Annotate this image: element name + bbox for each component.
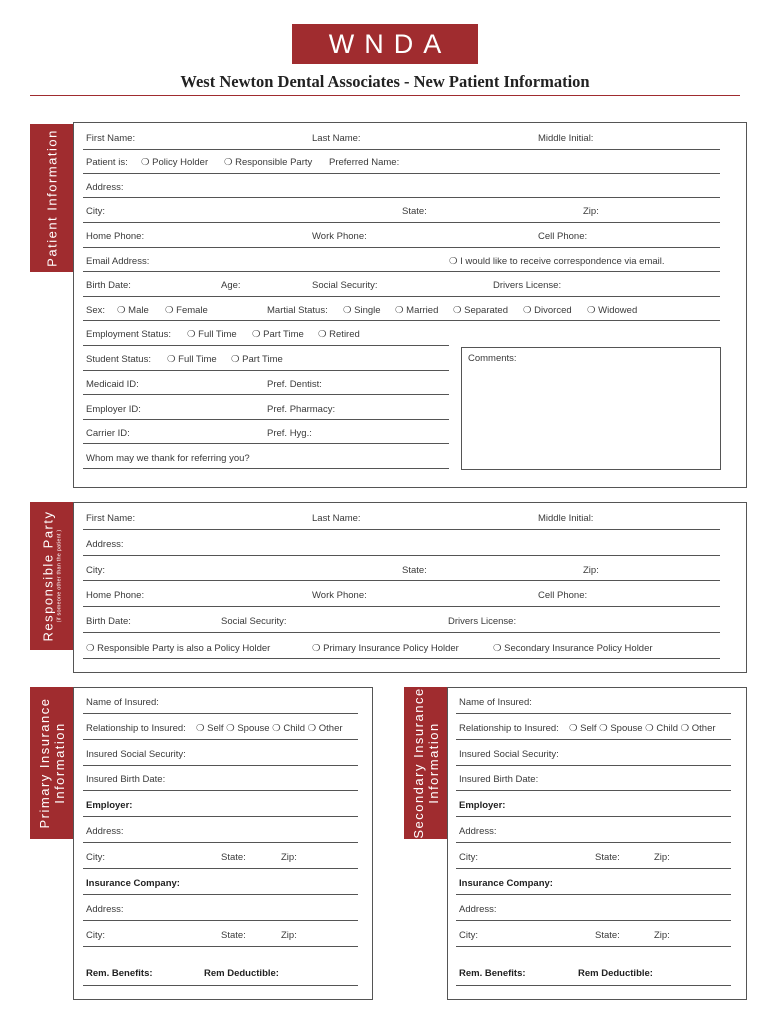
rp-social-security-field[interactable]: Social Security:	[221, 616, 287, 627]
primary-insurance-tab-label: Primary Insurance	[36, 697, 52, 829]
row-line	[456, 894, 731, 895]
carrier-id-field[interactable]: Carrier ID:	[86, 428, 130, 439]
row-line	[83, 247, 720, 248]
p-employer-field[interactable]: Employer:	[86, 800, 133, 811]
pref-hyg-field[interactable]: Pref. Hyg.:	[267, 428, 312, 439]
row-line	[83, 868, 358, 869]
rp-first-name-field[interactable]: First Name:	[86, 513, 136, 524]
row-line	[83, 632, 720, 633]
s-employer-field[interactable]: Employer:	[459, 800, 506, 811]
row-line	[456, 790, 731, 791]
s-insured-birth-field[interactable]: Insured Birth Date:	[459, 774, 539, 785]
row-line	[83, 197, 720, 198]
s-relationship-label: Relationship to Insured:	[459, 723, 559, 734]
employment-part-time-radio[interactable]: ❍ Part Time	[252, 329, 304, 340]
s-relationship-radios[interactable]: ❍ Self ❍ Spouse ❍ Child ❍ Other	[569, 723, 716, 734]
rp-policy-holder-checkbox[interactable]: ❍ Responsible Party is also a Policy Holder	[86, 643, 271, 654]
rp-birth-date-field[interactable]: Birth Date:	[86, 616, 131, 627]
rp-address-field[interactable]: Address:	[86, 539, 124, 550]
row-line	[456, 985, 731, 986]
responsible-party-tab-label: Responsible Party	[40, 510, 55, 642]
marital-divorced-radio[interactable]: ❍ Divorced	[523, 305, 572, 316]
s-state-field[interactable]: State:	[595, 852, 620, 863]
wnda-logo: WNDA	[292, 24, 478, 64]
row-line	[83, 296, 720, 297]
employment-retired-radio[interactable]: ❍ Retired	[318, 329, 360, 340]
patient-last-name-field[interactable]: Last Name:	[312, 133, 361, 144]
s-zip-field[interactable]: Zip:	[654, 852, 670, 863]
row-line	[456, 765, 731, 766]
rp-cell-phone-field[interactable]: Cell Phone:	[538, 590, 588, 601]
p-company-address-field[interactable]: Address:	[86, 904, 124, 915]
responsible-party-tab	[30, 502, 73, 650]
p-zip-field[interactable]: Zip:	[281, 852, 297, 863]
rp-secondary-holder-checkbox[interactable]: ❍ Secondary Insurance Policy Holder	[493, 643, 653, 654]
row-line	[83, 920, 358, 921]
p-relationship-radios[interactable]: ❍ Self ❍ Spouse ❍ Child ❍ Other	[196, 723, 343, 734]
medicaid-id-field[interactable]: Medicaid ID:	[86, 379, 139, 390]
s-insured-ss-field[interactable]: Insured Social Security:	[459, 749, 559, 760]
referral-field[interactable]: Whom may we thank for referring you?	[86, 453, 250, 464]
patient-email-field[interactable]: Email Address:	[86, 256, 150, 267]
rp-zip-field[interactable]: Zip:	[583, 565, 599, 576]
patient-cell-phone-field[interactable]: Cell Phone:	[538, 231, 588, 242]
row-line	[83, 394, 449, 395]
p-rem-benefits-field[interactable]: Rem. Benefits:	[86, 968, 153, 979]
secondary-insurance-tab	[404, 687, 447, 839]
patient-home-phone-field[interactable]: Home Phone:	[86, 231, 145, 242]
sex-female-radio[interactable]: ❍ Female	[165, 305, 208, 316]
patient-middle-initial-field[interactable]: Middle Initial:	[538, 133, 594, 144]
policy-holder-radio[interactable]: ❍ Policy Holder	[141, 157, 209, 168]
p-insured-ss-field[interactable]: Insured Social Security:	[86, 749, 186, 760]
rp-state-field[interactable]: State:	[402, 565, 427, 576]
rp-middle-initial-field[interactable]: Middle Initial:	[538, 513, 594, 524]
responsible-party-tab-note: (if someone other than the patient )	[56, 529, 62, 623]
comments-label: Comments:	[468, 353, 517, 364]
s-company-city-field[interactable]: City:	[459, 930, 478, 941]
row-line	[456, 920, 731, 921]
row-line	[83, 345, 449, 346]
sex-male-radio[interactable]: ❍ Male	[117, 305, 149, 316]
s-company-address-field[interactable]: Address:	[459, 904, 497, 915]
marital-status-label: Martial Status:	[267, 305, 328, 316]
row-line	[83, 222, 720, 223]
p-company-zip-field[interactable]: Zip:	[281, 930, 297, 941]
student-full-time-radio[interactable]: ❍ Full Time	[167, 354, 217, 365]
p-company-city-field[interactable]: City:	[86, 930, 105, 941]
employment-full-time-radio[interactable]: ❍ Full Time	[187, 329, 237, 340]
p-state-field[interactable]: State:	[221, 852, 246, 863]
marital-separated-radio[interactable]: ❍ Separated	[453, 305, 508, 316]
s-rem-deductible-field[interactable]: Rem Deductible:	[578, 968, 653, 979]
title-divider	[30, 95, 740, 96]
patient-information-tab-label: Patient Information	[44, 129, 59, 267]
rp-work-phone-field[interactable]: Work Phone:	[312, 590, 367, 601]
p-city-field[interactable]: City:	[86, 852, 105, 863]
primary-insurance-tab-label-2: Information	[51, 722, 67, 804]
patient-first-name-field[interactable]: First Name:	[86, 133, 136, 144]
patient-is-label: Patient is:	[86, 157, 128, 168]
student-part-time-radio[interactable]: ❍ Part Time	[231, 354, 283, 365]
p-rem-deductible-field[interactable]: Rem Deductible:	[204, 968, 279, 979]
s-insurance-company-field[interactable]: Insurance Company:	[459, 878, 553, 889]
row-line	[83, 580, 720, 581]
row-line	[83, 842, 358, 843]
rp-home-phone-field[interactable]: Home Phone:	[86, 590, 145, 601]
p-name-of-insured-field[interactable]: Name of Insured:	[86, 697, 159, 708]
row-line	[83, 739, 358, 740]
patient-drivers-license-field[interactable]: Drivers License:	[493, 280, 562, 291]
primary-insurance-tab	[30, 687, 73, 839]
row-line	[83, 529, 720, 530]
marital-single-radio[interactable]: ❍ Single	[343, 305, 381, 316]
s-city-field[interactable]: City:	[459, 852, 478, 863]
sex-label: Sex:	[86, 305, 106, 316]
responsible-party-radio[interactable]: ❍ Responsible Party	[224, 157, 313, 168]
patient-age-field[interactable]: Age:	[221, 280, 241, 291]
patient-work-phone-field[interactable]: Work Phone:	[312, 231, 367, 242]
row-line	[83, 468, 449, 469]
row-line	[456, 946, 731, 947]
row-line	[456, 842, 731, 843]
secondary-insurance-tab-label: Secondary Insurance	[410, 687, 426, 839]
p-company-state-field[interactable]: State:	[221, 930, 246, 941]
patient-state-field[interactable]: State:	[402, 206, 427, 217]
rp-primary-holder-checkbox[interactable]: ❍ Primary Insurance Policy Holder	[312, 643, 459, 654]
row-line	[83, 765, 358, 766]
row-line	[456, 816, 731, 817]
s-company-state-field[interactable]: State:	[595, 930, 620, 941]
p-address-field[interactable]: Address:	[86, 826, 124, 837]
student-status-label: Student Status:	[86, 354, 151, 365]
patient-social-security-field[interactable]: Social Security:	[312, 280, 378, 291]
employment-status-label: Employment Status:	[86, 329, 172, 340]
patient-address-field[interactable]: Address:	[86, 182, 124, 193]
employer-id-field[interactable]: Employer ID:	[86, 404, 141, 415]
row-line	[83, 894, 358, 895]
email-correspondence-checkbox[interactable]: ❍ I would like to receive correspondence via email.	[449, 256, 665, 267]
row-line	[83, 271, 720, 272]
s-address-field[interactable]: Address:	[459, 826, 497, 837]
row-line	[83, 985, 358, 986]
row-line	[456, 713, 731, 714]
s-name-of-insured-field[interactable]: Name of Insured:	[459, 697, 532, 708]
row-line	[83, 173, 720, 174]
row-line	[83, 370, 449, 371]
p-relationship-label: Relationship to Insured:	[86, 723, 186, 734]
page-title: West Newton Dental Associates - New Patient Information	[180, 72, 590, 91]
pref-pharmacy-field[interactable]: Pref. Pharmacy:	[267, 404, 336, 415]
row-line	[83, 606, 720, 607]
comments-box[interactable]	[461, 347, 721, 470]
row-line	[83, 149, 720, 150]
row-line	[456, 868, 731, 869]
pref-dentist-field[interactable]: Pref. Dentist:	[267, 379, 322, 390]
row-line	[83, 816, 358, 817]
p-insurance-company-field[interactable]: Insurance Company:	[86, 878, 180, 889]
rp-city-field[interactable]: City:	[86, 565, 105, 576]
row-line	[456, 739, 731, 740]
preferred-name-field[interactable]: Preferred Name:	[329, 157, 400, 168]
secondary-insurance-tab-label-2: Information	[425, 722, 441, 804]
row-line	[83, 443, 449, 444]
row-line	[83, 790, 358, 791]
row-line	[83, 658, 720, 659]
s-company-zip-field[interactable]: Zip:	[654, 930, 670, 941]
marital-married-radio[interactable]: ❍ Married	[395, 305, 439, 316]
p-insured-birth-field[interactable]: Insured Birth Date:	[86, 774, 166, 785]
patient-birth-date-field[interactable]: Birth Date:	[86, 280, 131, 291]
row-line	[83, 419, 449, 420]
rp-drivers-license-field[interactable]: Drivers License:	[448, 616, 517, 627]
row-line	[83, 320, 720, 321]
s-rem-benefits-field[interactable]: Rem. Benefits:	[459, 968, 526, 979]
patient-zip-field[interactable]: Zip:	[583, 206, 599, 217]
patient-city-field[interactable]: City:	[86, 206, 105, 217]
marital-widowed-radio[interactable]: ❍ Widowed	[587, 305, 638, 316]
rp-last-name-field[interactable]: Last Name:	[312, 513, 361, 524]
row-line	[83, 555, 720, 556]
row-line	[83, 946, 358, 947]
patient-information-tab	[30, 124, 73, 272]
row-line	[83, 713, 358, 714]
